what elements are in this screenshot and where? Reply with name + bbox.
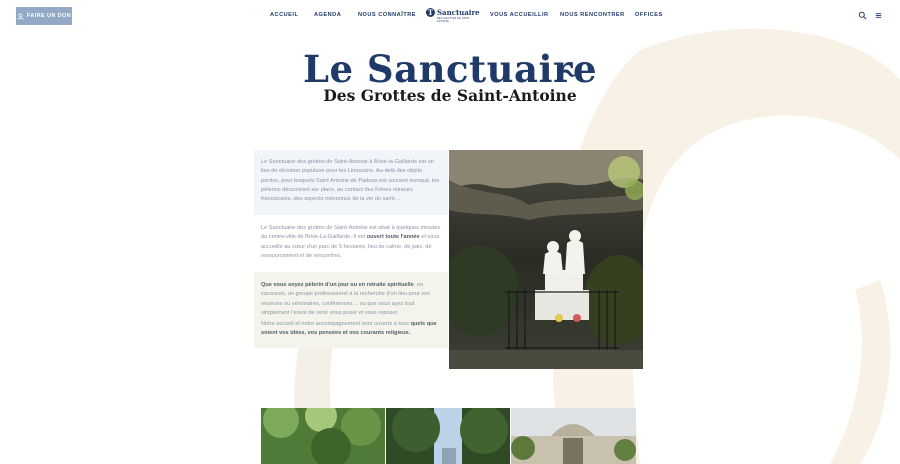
intro-paragraph-3: Que vous soyez pèlerin d'un jour ou en retraite spirituelle, en vacances, un groupe professionnel à la recherche d'un lieu pour vos réunions ou séminaires, conférences… ou que vous ayez tout simplement l'envie de venir vous poser et vous reposer. [261, 282, 430, 316]
nav-nous-rencontrer[interactable]: NOUS RENCONTRER [560, 12, 625, 18]
nav-offices[interactable]: OFFICES [635, 12, 663, 18]
donate-button[interactable] [16, 7, 72, 25]
gallery-photo-2[interactable] [386, 408, 510, 464]
page-subtitle: Des Grottes de Saint-Antoine [323, 86, 577, 105]
intro-block-3 [254, 272, 448, 348]
intro-block-1 [254, 150, 448, 215]
site-header [0, 0, 900, 32]
intro-paragraph-2: Le Sanctuaire des grottes de Saint-Antoine est situé à quelques minutes du centre-ville de Brive-La-Gaillarde. Il est ouvert toute l'année et vous accueille au cœur d'un parc de 5 hectares, lieu de calme, de paix, de ressourcement et de rencontres. [261, 225, 441, 259]
nav-accueil[interactable]: ACCUEIL [270, 12, 299, 18]
logo-initial: T [427, 8, 434, 17]
hand-heart-icon [17, 13, 24, 20]
grotto-photo [449, 150, 643, 369]
search-icon[interactable] [858, 11, 867, 20]
intro-paragraph-4: Notre accueil et notre accompagnement sont ouverts à tous quels que soient vos idées, vos pensées et vos courants religieux. [261, 321, 437, 337]
nav-agenda[interactable]: AGENDA [314, 12, 342, 18]
nav-vous-accueillir[interactable]: VOUS ACCUEILLIR [490, 12, 549, 18]
page-title: Le Sanctuaire [302, 47, 598, 91]
gallery-photo-1[interactable] [261, 408, 385, 464]
logo-subtitle: DES GROTTES DE SAINT-ANTOINE [437, 17, 471, 23]
intro-paragraph-1: Le Sanctuaire des grottes de Saint-Antoine à Brive-la-Gaillarde est un lieu de dévotion populaire pour les Limousins. Au-delà des objets perdus, pour lesquels Saint Antoine de Padoue est souvent invoqué, les pèlerins découvrent sur place, au contact des Frères mineurs franciscains, des aspects méconnus de la vie du saint… [261, 159, 440, 203]
menu-icon[interactable] [874, 11, 883, 20]
logo-word: Sanctuaire [437, 8, 480, 17]
nav-nous-connaitre[interactable]: NOUS CONNAÎTRE [358, 12, 416, 18]
donate-label: FAIRE UN DON [26, 13, 72, 19]
intro-block-2 [254, 215, 448, 272]
gallery-photo-3[interactable] [511, 408, 636, 464]
site-logo[interactable] [426, 8, 480, 23]
title-swoosh-icon [556, 66, 578, 80]
